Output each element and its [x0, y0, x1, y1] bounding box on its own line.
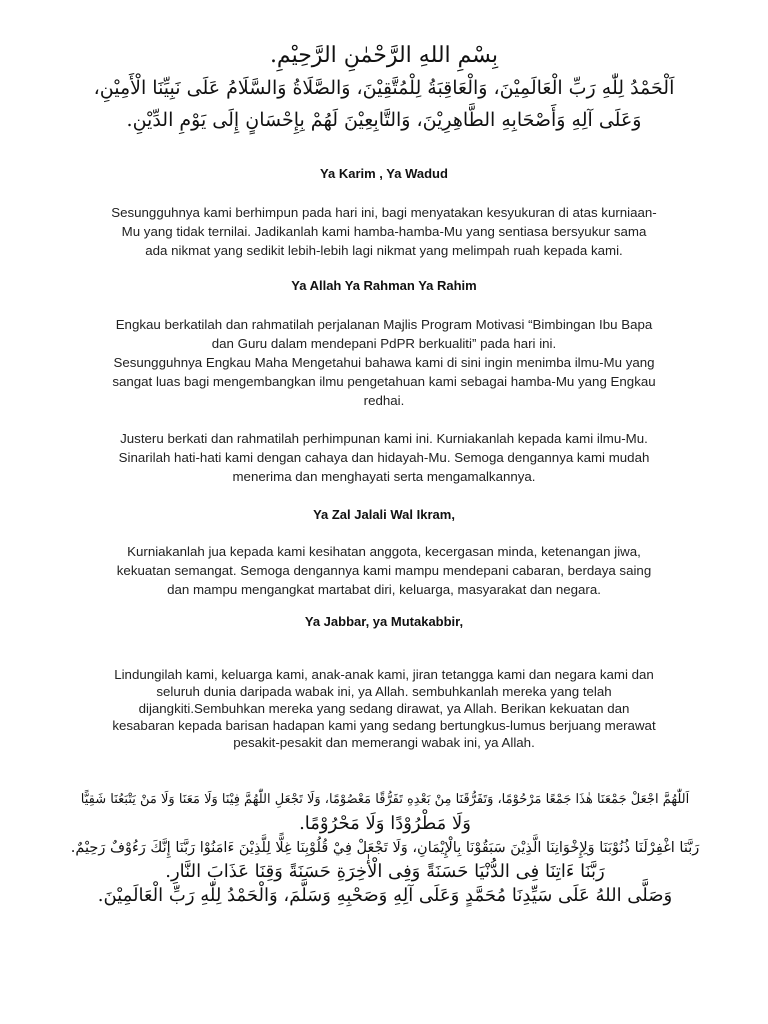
section-heading: Ya Allah Ya Rahman Ya Rahim: [291, 278, 477, 293]
paragraph-line: Lindungilah kami, keluarga kami, anak-anak kami, jiran tetangga kami dan negara kami dan: [114, 667, 654, 682]
paragraph-line: Sesungguhnya Engkau Maha Mengetahui bahawa kami di sini ingin menimba ilmu-Mu yang: [113, 355, 655, 370]
paragraph-line: ada nikmat yang sedikit lebih-lebih lagi nikmat yang melimpah ruah kepada kami.: [145, 243, 623, 258]
arabic-line: وَلَا مَطْرُوْدًا وَلَا مَحْرُوْمًا.: [299, 813, 471, 834]
paragraph-line: dan mampu mengangkat martabat diri, keluarga, masyarakat dan negara.: [167, 582, 601, 597]
paragraph-line: Sesungguhnya kami berhimpun pada hari ini, bagi menyatakan kesyukuran di atas kurniaan-: [111, 205, 657, 220]
arabic-line: رَبَّنَا ءَاتِنَا فِى الدُّنْيَا حَسَنَةً وَفِى الْأٰخِرَةِ حَسَنَةً وَقِنَا عَذَابَ النَّارِ.: [165, 861, 605, 882]
paragraph-line: dijangkiti.Sembuhkan mereka yang sedang dirawat, ya Allah. Berikan kekuatan dan: [138, 701, 630, 716]
paragraph: [84, 429, 684, 486]
arabic-line: اَلْحَمْدُ لِلّٰهِ رَبِّ الْعَالَمِيْنَ، وَالْعَاقِبَةُ لِلْمُتَّقِيْنَ، وَالصَّلَاةُ وَالسَّلَامُ عَلَى نَبِيِّنَا الْأَمِيْنِ،: [93, 77, 675, 99]
paragraph-line: kekuatan semangat. Semoga dengannya kami mampu mendepani cabaran, berdaya saing: [116, 563, 652, 578]
arabic-line: وَعَلَى آلِهِ وَأَصْحَابِهِ الطَّاهِرِيْنَ، وَالتَّابِعِيْنَ لَهُمْ بِإِحْسَانٍ إِلَى يَوْمِ الدِّيْنِ.: [126, 109, 642, 131]
paragraph-line: kesabaran kepada barisan hadapan kami yang sedang bertungkus-lumus berjuang merawat: [112, 718, 656, 733]
arabic-closing-prayer: [70, 788, 700, 908]
paragraph-line: Kurniakanlah jua kepada kami kesihatan anggota, kecergasan minda, ketenangan jiwa,: [127, 544, 641, 559]
section-heading: Ya Zal Jalali Wal Ikram,: [313, 507, 455, 522]
paragraph: [84, 203, 684, 260]
paragraph: [84, 542, 684, 599]
section-heading: Ya Jabbar, ya Mutakabbir,: [304, 614, 464, 629]
arabic-line: رَبَّنَا اغْفِرْلَنَا ذُنُوْبَنَا وَلِإِخْوَانِنَا الَّذِيْنَ سَبَقُوْنَا بِالْإِيْمَانِ، وَلَا تَجْعَلْ فِيْ قُلُوْبِنَا غِلًّا لِلَّذِيْنَ ءَامَنُوْا رَبَّنَا إِنَّكَ رَءُوْفٌ رَحِيْمٌ.: [70, 840, 700, 856]
paragraph-line: Engkau berkatilah dan rahmatilah perjalanan Majlis Program Motivasi “Bimbingan Ibu Bapa: [115, 317, 653, 332]
paragraph-line: redhai.: [363, 393, 405, 408]
paragraph-line: Justeru berkati dan rahmatilah perhimpunan kami ini. Kurniakanlah kepada kami ilmu-Mu.: [120, 431, 648, 446]
section-heading: Ya Karim , Ya Wadud: [320, 166, 448, 181]
arabic-line: وَصَلَّى اللهُ عَلَى سَيِّدِنَا مُحَمَّدٍ وَعَلَى آلِهِ وَصَحْبِهِ وَسَلَّمَ، وَالْحَمْدُ لِلّٰهِ رَبِّ الْعَالَمِيْنَ.: [97, 885, 673, 906]
paragraph: [84, 315, 684, 410]
paragraph-line: dan Guru dalam mendepani PdPR berkualiti” pada hari ini.: [211, 336, 557, 351]
paragraph-line: Mu yang tidak ternilai. Jadikanlah kami hamba-hamba-Mu yang sentiasa bersyukur sama: [121, 224, 647, 239]
arabic-line: بِسْمِ اللهِ الرَّحْمٰنِ الرَّحِيْمِ.: [269, 43, 499, 68]
paragraph-line: Sinarilah hati-hati kami dengan cahaya dan hidayah-Mu. Semoga dengannya kami mudah: [118, 450, 650, 465]
paragraph-line: menerima dan menghayati serta mengamalkannya.: [232, 469, 536, 484]
paragraph-line: seluruh dunia daripada wabak ini, ya Allah. sembuhkanlah mereka yang telah: [156, 684, 612, 699]
paragraph-line: pesakit-pesakit dan memerangi wabak ini, ya Allah.: [233, 735, 535, 750]
paragraph-line: sangat luas bagi mengembangkan ilmu pengetahuan kami sebagai hamba-Mu yang Engkau: [112, 374, 656, 389]
arabic-line: اَللّٰهُمَّ اجْعَلْ جَمْعَنَا هٰذَا جَمْعًا مَرْحُوْمًا، وَتَفَرُّقَنَا مِنْ بَعْدِهِ تَفَرُّقًا مَعْصُوْمًا، وَلَا تَجْعَلِ اللّٰهُمَّ فِيْنَا وَلَا مَعَنَا وَلَا مَنْ يَتْبَعُنَا شَقِيًّا: [80, 792, 690, 807]
paragraph: [84, 666, 684, 751]
arabic-opening: [60, 40, 708, 136]
